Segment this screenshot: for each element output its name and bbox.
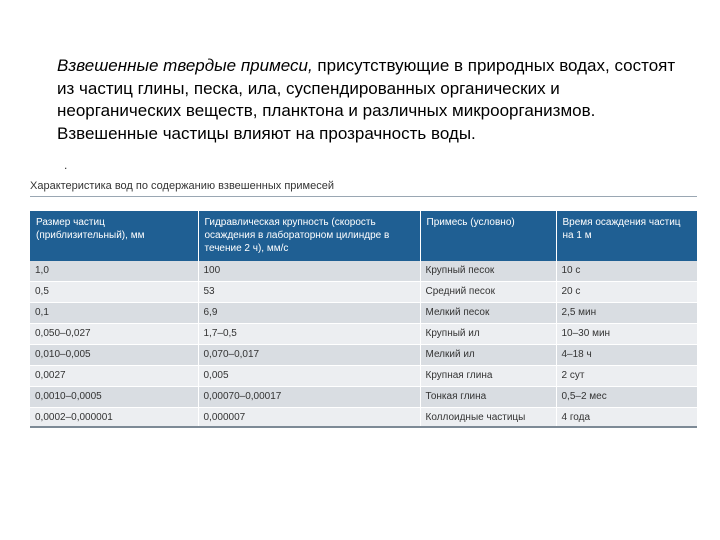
table-row xyxy=(30,261,697,282)
stray-dot: . xyxy=(64,158,68,172)
cell-particle-size: 0,1 xyxy=(30,303,198,324)
cell-impurity: Крупная глина xyxy=(420,366,556,387)
cell-impurity: Крупный ил xyxy=(420,324,556,345)
cell-hydraulic-size: 6,9 xyxy=(198,303,420,324)
cell-impurity: Крупный песок xyxy=(420,261,556,282)
cell-impurity: Коллоидные частицы xyxy=(420,408,556,429)
table-row xyxy=(30,282,697,303)
header-impurity: Примесь (условно) xyxy=(420,211,556,261)
intro-italic-term: Взвешенные твердые примеси, xyxy=(57,56,313,75)
table-row xyxy=(30,387,697,408)
table-caption: Характеристика вод по содержанию взвешенных примесей xyxy=(30,180,335,192)
suspended-impurities-table xyxy=(30,211,697,429)
header-particle-size: Размер частиц (приблизительный), мм xyxy=(30,211,198,261)
cell-hydraulic-size: 100 xyxy=(198,261,420,282)
cell-hydraulic-size: 0,00070–0,00017 xyxy=(198,387,420,408)
cell-settling-time: 2 сут xyxy=(556,366,697,387)
cell-settling-time: 10 с xyxy=(556,261,697,282)
cell-impurity: Мелкий песок xyxy=(420,303,556,324)
cell-hydraulic-size: 1,7–0,5 xyxy=(198,324,420,345)
table-bottom-divider xyxy=(30,426,697,428)
cell-particle-size: 0,010–0,005 xyxy=(30,345,198,366)
header-hydraulic-size: Гидравлическая крупность (скорость осаждения в лабораторном цилиндре в течение 2 ч), мм/с xyxy=(198,211,420,261)
cell-particle-size: 0,050–0,027 xyxy=(30,324,198,345)
cell-particle-size: 0,0027 xyxy=(30,366,198,387)
cell-impurity: Мелкий ил xyxy=(420,345,556,366)
cell-particle-size: 0,0010–0,0005 xyxy=(30,387,198,408)
cell-particle-size: 1,0 xyxy=(30,261,198,282)
cell-settling-time: 10–30 мин xyxy=(556,324,697,345)
caption-divider xyxy=(30,196,697,197)
intro-paragraph xyxy=(57,55,687,145)
cell-hydraulic-size: 0,005 xyxy=(198,366,420,387)
cell-settling-time: 20 с xyxy=(556,282,697,303)
cell-impurity: Средний песок xyxy=(420,282,556,303)
table-row xyxy=(30,345,697,366)
cell-particle-size: 0,0002–0,000001 xyxy=(30,408,198,429)
table-row xyxy=(30,324,697,345)
table-row xyxy=(30,303,697,324)
cell-settling-time: 2,5 мин xyxy=(556,303,697,324)
table-row xyxy=(30,366,697,387)
cell-hydraulic-size: 0,070–0,017 xyxy=(198,345,420,366)
cell-hydraulic-size: 53 xyxy=(198,282,420,303)
cell-particle-size: 0,5 xyxy=(30,282,198,303)
cell-impurity: Тонкая глина xyxy=(420,387,556,408)
cell-settling-time: 4–18 ч xyxy=(556,345,697,366)
header-settling-time: Время осаждения частиц на 1 м xyxy=(556,211,697,261)
intro-text: присутствующие в природных водах, состоят из частиц глины, песка, ила, суспендированных органических и неорганических веществ, планктона и различных микроорганизмов. Взвешенные частицы влияют на прозрачность воды. xyxy=(57,56,676,143)
cell-settling-time: 4 года xyxy=(556,408,697,429)
cell-hydraulic-size: 0,000007 xyxy=(198,408,420,429)
cell-settling-time: 0,5–2 мес xyxy=(556,387,697,408)
table-header-row xyxy=(30,211,697,261)
